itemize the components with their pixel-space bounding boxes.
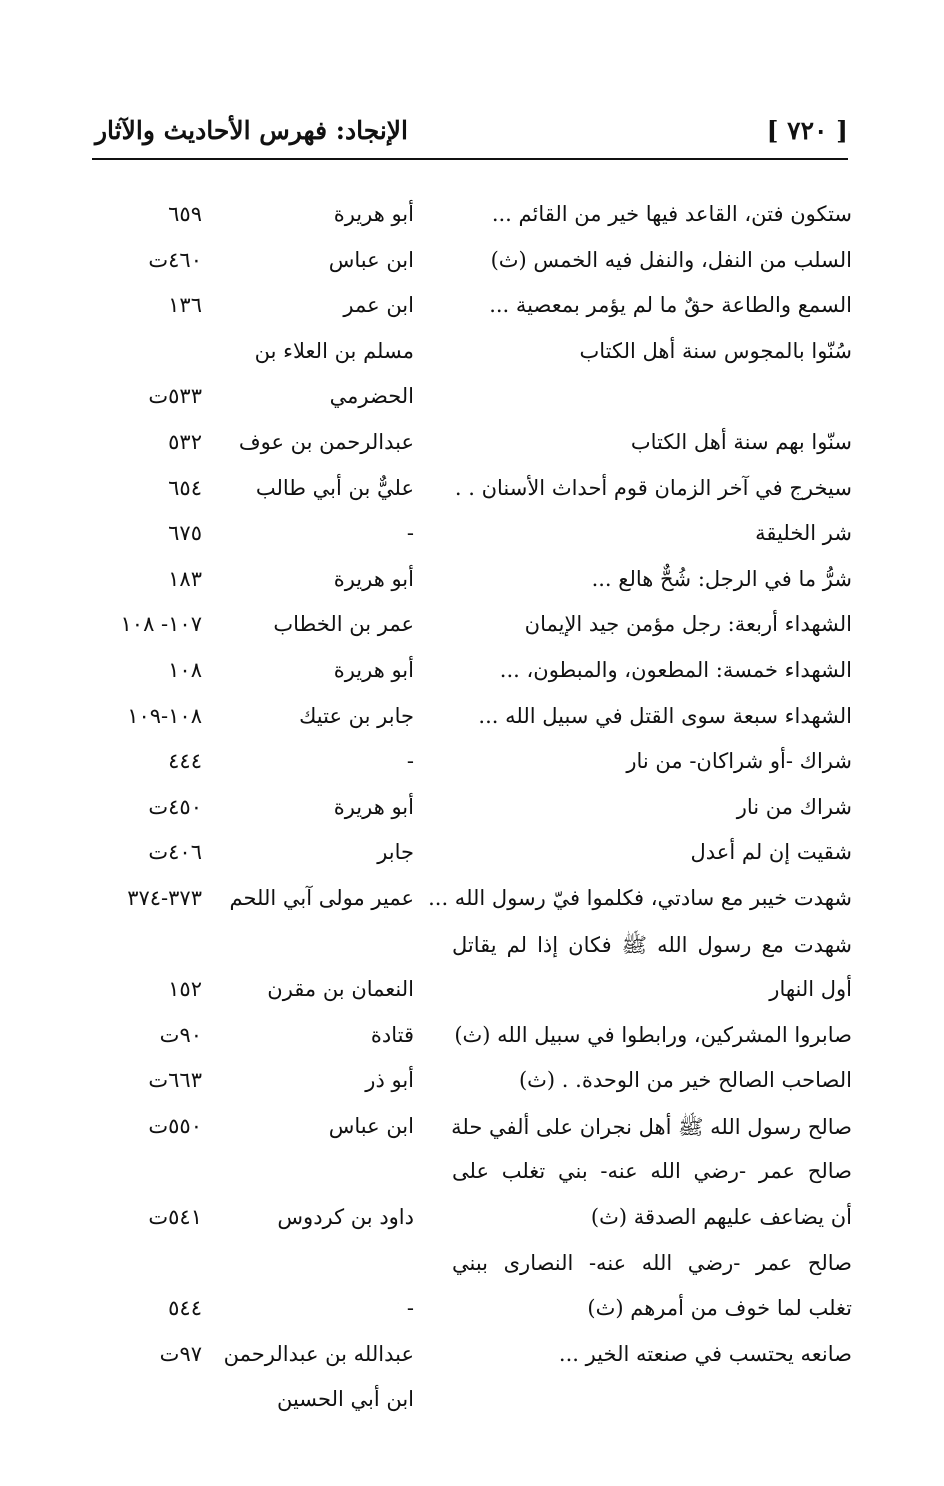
page-reference: ٥٥٠ت: [148, 1113, 202, 1138]
index-row: [92, 513, 852, 559]
index-row: [92, 422, 852, 468]
index-row: [92, 787, 852, 833]
index-row: [92, 376, 852, 422]
hadith-text: الشهداء أربعة: رجل مؤمن جيد الإيمان: [524, 612, 852, 637]
index-row: [92, 194, 852, 240]
index-row: [92, 696, 852, 742]
page-reference: ٦٥٤: [168, 475, 202, 500]
index-row: [92, 924, 852, 970]
narrator-name: ابن عمر: [343, 293, 414, 318]
page-reference: ٦٥٩: [168, 202, 202, 226]
page-reference: ٥٤٤: [168, 1296, 202, 1321]
index-entries: [92, 194, 852, 1425]
page-reference: ٩٧ت: [159, 1341, 202, 1366]
page-reference: ٥٤١ت: [148, 1205, 202, 1230]
page-reference: ٦٦٣ت: [148, 1068, 202, 1093]
hadith-text: شهدت خيبر مع سادتي، فكلموا فيّ رسول الله ...: [428, 885, 852, 910]
narrator-name: مسلم بن العلاء بن: [254, 338, 414, 363]
hadith-text: شر الخليقة: [755, 521, 852, 546]
index-row: [92, 1151, 852, 1197]
page-header: [92, 112, 848, 154]
narrator-name: أبو هريرة: [333, 566, 414, 591]
narrator-name: داود بن كردوس: [277, 1205, 414, 1230]
index-row: [92, 969, 852, 1015]
page-reference: ٤٤٤: [168, 749, 202, 774]
page-reference: ١٨٣: [168, 566, 202, 591]
hadith-text: سيخرج في آخر الزمان قوم أحداث الأسنان . .: [454, 475, 852, 500]
narrator-name: جابر: [377, 840, 414, 865]
narrator-name: أبو ذر: [365, 1068, 414, 1093]
narrator-name: ابن أبي الحسين: [276, 1387, 414, 1412]
page-reference: ١٥٢: [168, 977, 202, 1002]
page-reference: ١٠٨: [168, 657, 202, 682]
narrator-name: ابن عباس: [328, 1113, 414, 1138]
hadith-text: الصاحب الصالح خير من الوحدة. . (ث): [518, 1068, 852, 1093]
index-row: [92, 650, 852, 696]
index-row: [92, 559, 852, 605]
narrator-name: عليٌّ بن أبي طالب: [255, 475, 414, 500]
page-reference: ٥٣٣ت: [148, 384, 202, 409]
header-rule: [92, 158, 848, 160]
hadith-text: أول النهار: [769, 977, 852, 1002]
page-reference: ٤٥٠ت: [148, 794, 202, 819]
narrator-name: النعمان بن مقرن: [267, 977, 414, 1002]
index-row: [92, 1288, 852, 1334]
narrator-name: ابن عباس: [328, 247, 414, 272]
hadith-text: سُنّوا بالمجوس سنة أهل الكتاب: [579, 338, 852, 363]
hadith-text: صالح رسول الله ﷺ أهل نجران على ألفي حلة: [451, 1114, 852, 1139]
hadith-text: شراك من نار: [736, 794, 852, 819]
hadith-text: صالح عمر -رضي الله عنه- بني تغلب على: [452, 1159, 852, 1184]
index-row: [92, 604, 852, 650]
running-title: الإنجاد: فهرس الأحاديث والآثار: [94, 116, 408, 145]
page-reference: ٥٣٢: [168, 429, 202, 454]
hadith-text: صابروا المشركين، ورابطوا في سبيل الله (ث): [454, 1022, 852, 1047]
index-row: [92, 285, 852, 331]
hadith-text: صانعه يحتسب في صنعته الخير ...: [558, 1341, 852, 1366]
hadith-text: السلب من النفل، والنفل فيه الخمس (ث): [490, 247, 852, 272]
page-reference: ٤٦٠ت: [148, 247, 202, 272]
hadith-text: السمع والطاعة حقٌ ما لم يؤمر بمعصية ...: [489, 293, 852, 318]
page-number: [ ٧٢٠ ]: [766, 116, 848, 145]
index-row: [92, 832, 852, 878]
narrator-name: أبو هريرة: [333, 657, 414, 682]
index-row: [92, 878, 852, 924]
narrator-name: -: [406, 521, 414, 546]
page-reference: ١٠٧- ١٠٨: [120, 612, 202, 637]
hadith-text: شرُّ ما في الرجل: شُحٌّ هالع ...: [591, 566, 852, 591]
page-reference: ٤٠٦ت: [148, 840, 202, 865]
narrator-name: أبو هريرة: [333, 794, 414, 819]
index-row: [92, 1197, 852, 1243]
hadith-text: شهدت مع رسول الله ﷺ فكان إذا لم يقاتل: [452, 932, 852, 957]
narrator-name: عمر بن الخطاب: [273, 612, 414, 637]
hadith-text: تغلب لما خوف من أمرهم (ث): [587, 1296, 852, 1321]
hadith-text: شراك -أو شراكان- من نار: [626, 749, 852, 774]
narrator-name: الحضرمي: [329, 384, 414, 409]
index-row: [92, 1015, 852, 1061]
page-reference: ١٠٨-١٠٩: [127, 703, 202, 728]
index-row: [92, 468, 852, 514]
page-reference: ٩٠ت: [159, 1022, 202, 1047]
hadith-text: سنّوا بهم سنة أهل الكتاب: [630, 429, 852, 454]
narrator-name: -: [406, 749, 414, 774]
hadith-text: ستكون فتن، القاعد فيها خير من القائم ...: [491, 202, 852, 226]
narrator-name: عمير مولى آبي اللحم: [229, 885, 414, 910]
index-row: [92, 1060, 852, 1106]
narrator-name: عبدالرحمن بن عوف: [238, 429, 414, 454]
hadith-text: الشهداء خمسة: المطعون، والمبطون، ...: [499, 657, 852, 682]
index-row: [92, 1243, 852, 1289]
hadith-text: الشهداء سبعة سوى القتل في سبيل الله ...: [478, 703, 852, 728]
index-row: [92, 331, 852, 377]
index-row: [92, 1334, 852, 1380]
narrator-name: عبدالله بن عبدالرحمن: [223, 1341, 414, 1366]
narrator-name: جابر بن عتيك: [299, 703, 414, 728]
hadith-text: شقيت إن لم أعدل: [690, 840, 852, 865]
narrator-name: -: [406, 1296, 414, 1321]
page-reference: ٣٧٣-٣٧٤: [127, 885, 202, 910]
narrator-name: قتادة: [370, 1022, 414, 1047]
hadith-text: أن يضاعف عليهم الصدقة (ث): [590, 1205, 852, 1230]
narrator-name: أبو هريرة: [333, 202, 414, 226]
index-row: [92, 741, 852, 787]
index-row: [92, 240, 852, 286]
page-reference: ٦٧٥: [168, 521, 202, 546]
hadith-text: صالح عمر -رضي الله عنه- النصارى ببني: [452, 1250, 852, 1275]
page-reference: ١٣٦: [168, 293, 202, 318]
index-row: [92, 1106, 852, 1152]
index-row: [92, 1379, 852, 1425]
